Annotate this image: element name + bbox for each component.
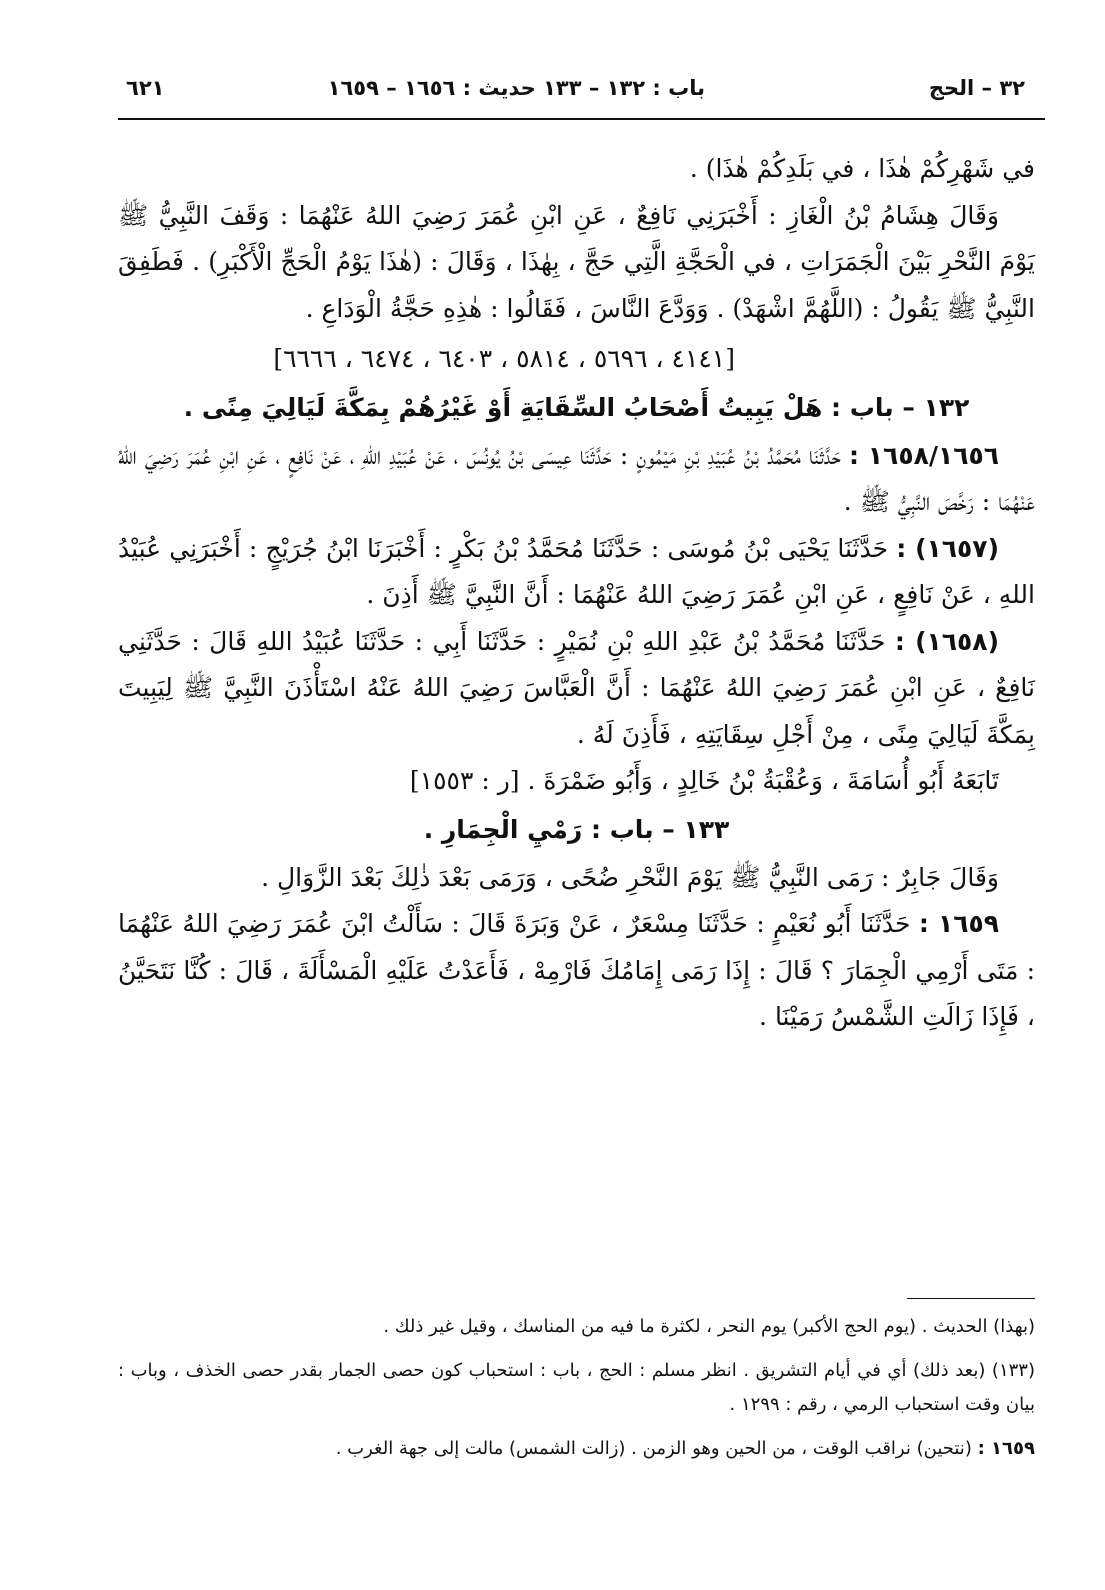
footnote-1: (بهذا) الحديث . (يوم الحج الأكبر) يوم النحر ، لكثرة ما فيه من المناسك ، وقيل غير ذلك . [383, 1316, 1035, 1337]
footnote-3 [118, 1432, 1035, 1466]
hadith-1659 [118, 901, 1035, 1041]
footnote-text: (نتحين) نراقب الوقت ، من الحين وهو الزمن . (زالت الشمس) مالت إلى جهة الغرب . [335, 1438, 972, 1459]
hadith-number: (١٦٥٨) : [894, 626, 999, 656]
hadith-text: حَدَّثَنَا يَحْيَى بْنُ مُوسَى : حَدَّثَنَا مُحَمَّدُ بْنُ بَكْرٍ : أَخْبَرَنَا ابْنُ جُرَيْجٍ : أَخْبَرَنِي عُبَيْدُ اللهِ ، عَنْ نَافِعٍ ، عَنِ ابْنِ عُمَرَ رَضِيَ اللهُ عَنْهُمَا : أَنَّ النَّبِيَّ ﷺ أَذِنَ . [118, 533, 1035, 609]
chapter-heading-133: ١٣٣ – باب : رَمْيِ الْجِمَارِ . [423, 814, 730, 844]
header-rule [118, 118, 1045, 120]
jabir-narration: وَقَالَ جَابِرٌ : رَمَى النَّبِيُّ ﷺ يَوْمَ النَّحْرِ ضُحًى ، وَرَمَى بَعْدَ ذٰلِكَ بَعْدَ الزَّوَالِ . [261, 862, 999, 892]
hisham-narration: وَقَالَ هِشَامُ بْنُ الْغَازِ : أَخْبَرَنِي نَافِعٌ ، عَنِ ابْنِ عُمَرَ رَضِيَ اللهُ عَنْهُمَا : وَقَفَ النَّبِيُّ ﷺ يَوْمَ النَّحْرِ بَيْنَ الْجَمَرَاتِ ، في الْحَجَّةِ الَّتِي حَجَّ ، بِهٰذَا ، وَقَالَ : (هٰذَا يَوْمُ الْحَجِّ الْأَكْبَرِ) . فَطَفِقَ النَّبِيُّ ﷺ يَقُولُ : (اللَّهُمَّ اشْهَدْ) . وَوَدَّعَ النَّاسَ ، فَقَالُوا : هٰذِهِ حَجَّةُ الْوَدَاعِ . [118, 200, 1035, 323]
main-text [118, 146, 1035, 1041]
hadith-1658 [118, 619, 1035, 759]
hadith-number: (١٦٥٧) : [896, 533, 999, 563]
chapter-heading-132: ١٣٢ – باب : هَلْ يَبِيتُ أَصْحَابُ السِّقَايَةِ أَوْ غَيْرُهُمْ بِمَكَّةَ لَيَالِيَ مِنًى . [183, 392, 970, 422]
hadith-text: حَدَّثَنَا مُحَمَّدُ بْنُ عُبَيْدِ بْنِ مَيْمُونٍ : حَدَّثَنَا عِيسَى بْنُ يُونُسَ ، عَنْ عُبَيْدِ اللهِ ، عَنْ نَافِعٍ ، عَنِ ابْنِ عُمَرَ رَضِيَ اللهُ عَنْهُمَا : رَخَّصَ النَّبِيُّ ﷺ . [118, 440, 1035, 516]
hadith-text: حَدَّثَنَا أَبُو نُعَيْمٍ : حَدَّثَنَا مِسْعَرٌ ، عَنْ وَبَرَةَ قَالَ : سَأَلْتُ ابْنَ عُمَرَ رَضِيَ اللهُ عَنْهُمَا : مَتَى أَرْمِي الْجِمَارَ ؟ قَالَ : إِذَا رَمَى إِمَامُكَ فَارْمِهْ ، فَأَعَدْتُ عَلَيْهِ الْمَسْأَلَةَ ، قَالَ : كُنَّا نَتَحَيَّنُ ، فَإِذَا زَالَتِ الشَّمْسُ رَمَيْنَا . [118, 909, 1035, 1031]
chapter-title: ٣٢ – الحج [928, 76, 1025, 100]
page-number: ٦٢١ [126, 76, 165, 100]
section-range: باب : ١٣٢ – ١٣٣ حديث : ١٦٥٦ – ١٦٥٩ [327, 76, 705, 100]
footnote-number: ١٦٥٩ : [977, 1438, 1035, 1459]
hadith-1657 [118, 526, 1035, 619]
hadith-number: ١٦٥٨/١٦٥٦ : [849, 440, 999, 470]
mutabaah-note: تَابَعَهُ أَبُو أُسَامَةَ ، وَعُقْبَةُ بْنُ خَالِدٍ ، وَأَبُو ضَمْرَةَ . [ر : ١٥٥٣] [409, 766, 999, 795]
hadith-1656 [118, 433, 1035, 526]
hadith-number: ١٦٥٩ : [918, 909, 1000, 938]
footnote-2: (١٣٣) (بعد ذلك) أي في أيام التشريق . انظر مسلم : الحج ، باب : استحباب كون حصى الجمار بقدر حصى الخذف ، وباب : بيان وقت استحباب الرمي ، رقم : ١٢٩٩ . [118, 1360, 1035, 1415]
hadith-continuation: في شَهْرِكُمْ هٰذَا ، في بَلَدِكُمْ هٰذَا) . [689, 154, 1035, 183]
footnotes [118, 1310, 1035, 1476]
footnote-rule [907, 1298, 1035, 1299]
running-header [118, 70, 1045, 110]
hadith-text: حَدَّثَنَا مُحَمَّدُ بْنُ عَبْدِ اللهِ بْنِ نُمَيْرٍ : حَدَّثَنَا أَبِي : حَدَّثَنَا عُبَيْدُ اللهِ قَالَ : حَدَّثَنِي نَافِعٌ ، عَنِ ابْنِ عُمَرَ رَضِيَ اللهُ عَنْهُمَا : أَنَّ الْعَبَّاسَ رَضِيَ اللهُ عَنْهُ اسْتَأْذَنَ النَّبِيَّ ﷺ لِيَبِيتَ بِمَكَّةَ لَيَالِيَ مِنًى ، مِنْ أَجْلِ سِقَايَتِهِ ، فَأَذِنَ لَهُ . [118, 626, 1035, 749]
cross-references: [٤١٤١ ، ٥٦٩٦ ، ٥٨١٤ ، ٦٤٠٣ ، ٦٤٧٤ ، ٦٦٦٦] [273, 344, 735, 373]
